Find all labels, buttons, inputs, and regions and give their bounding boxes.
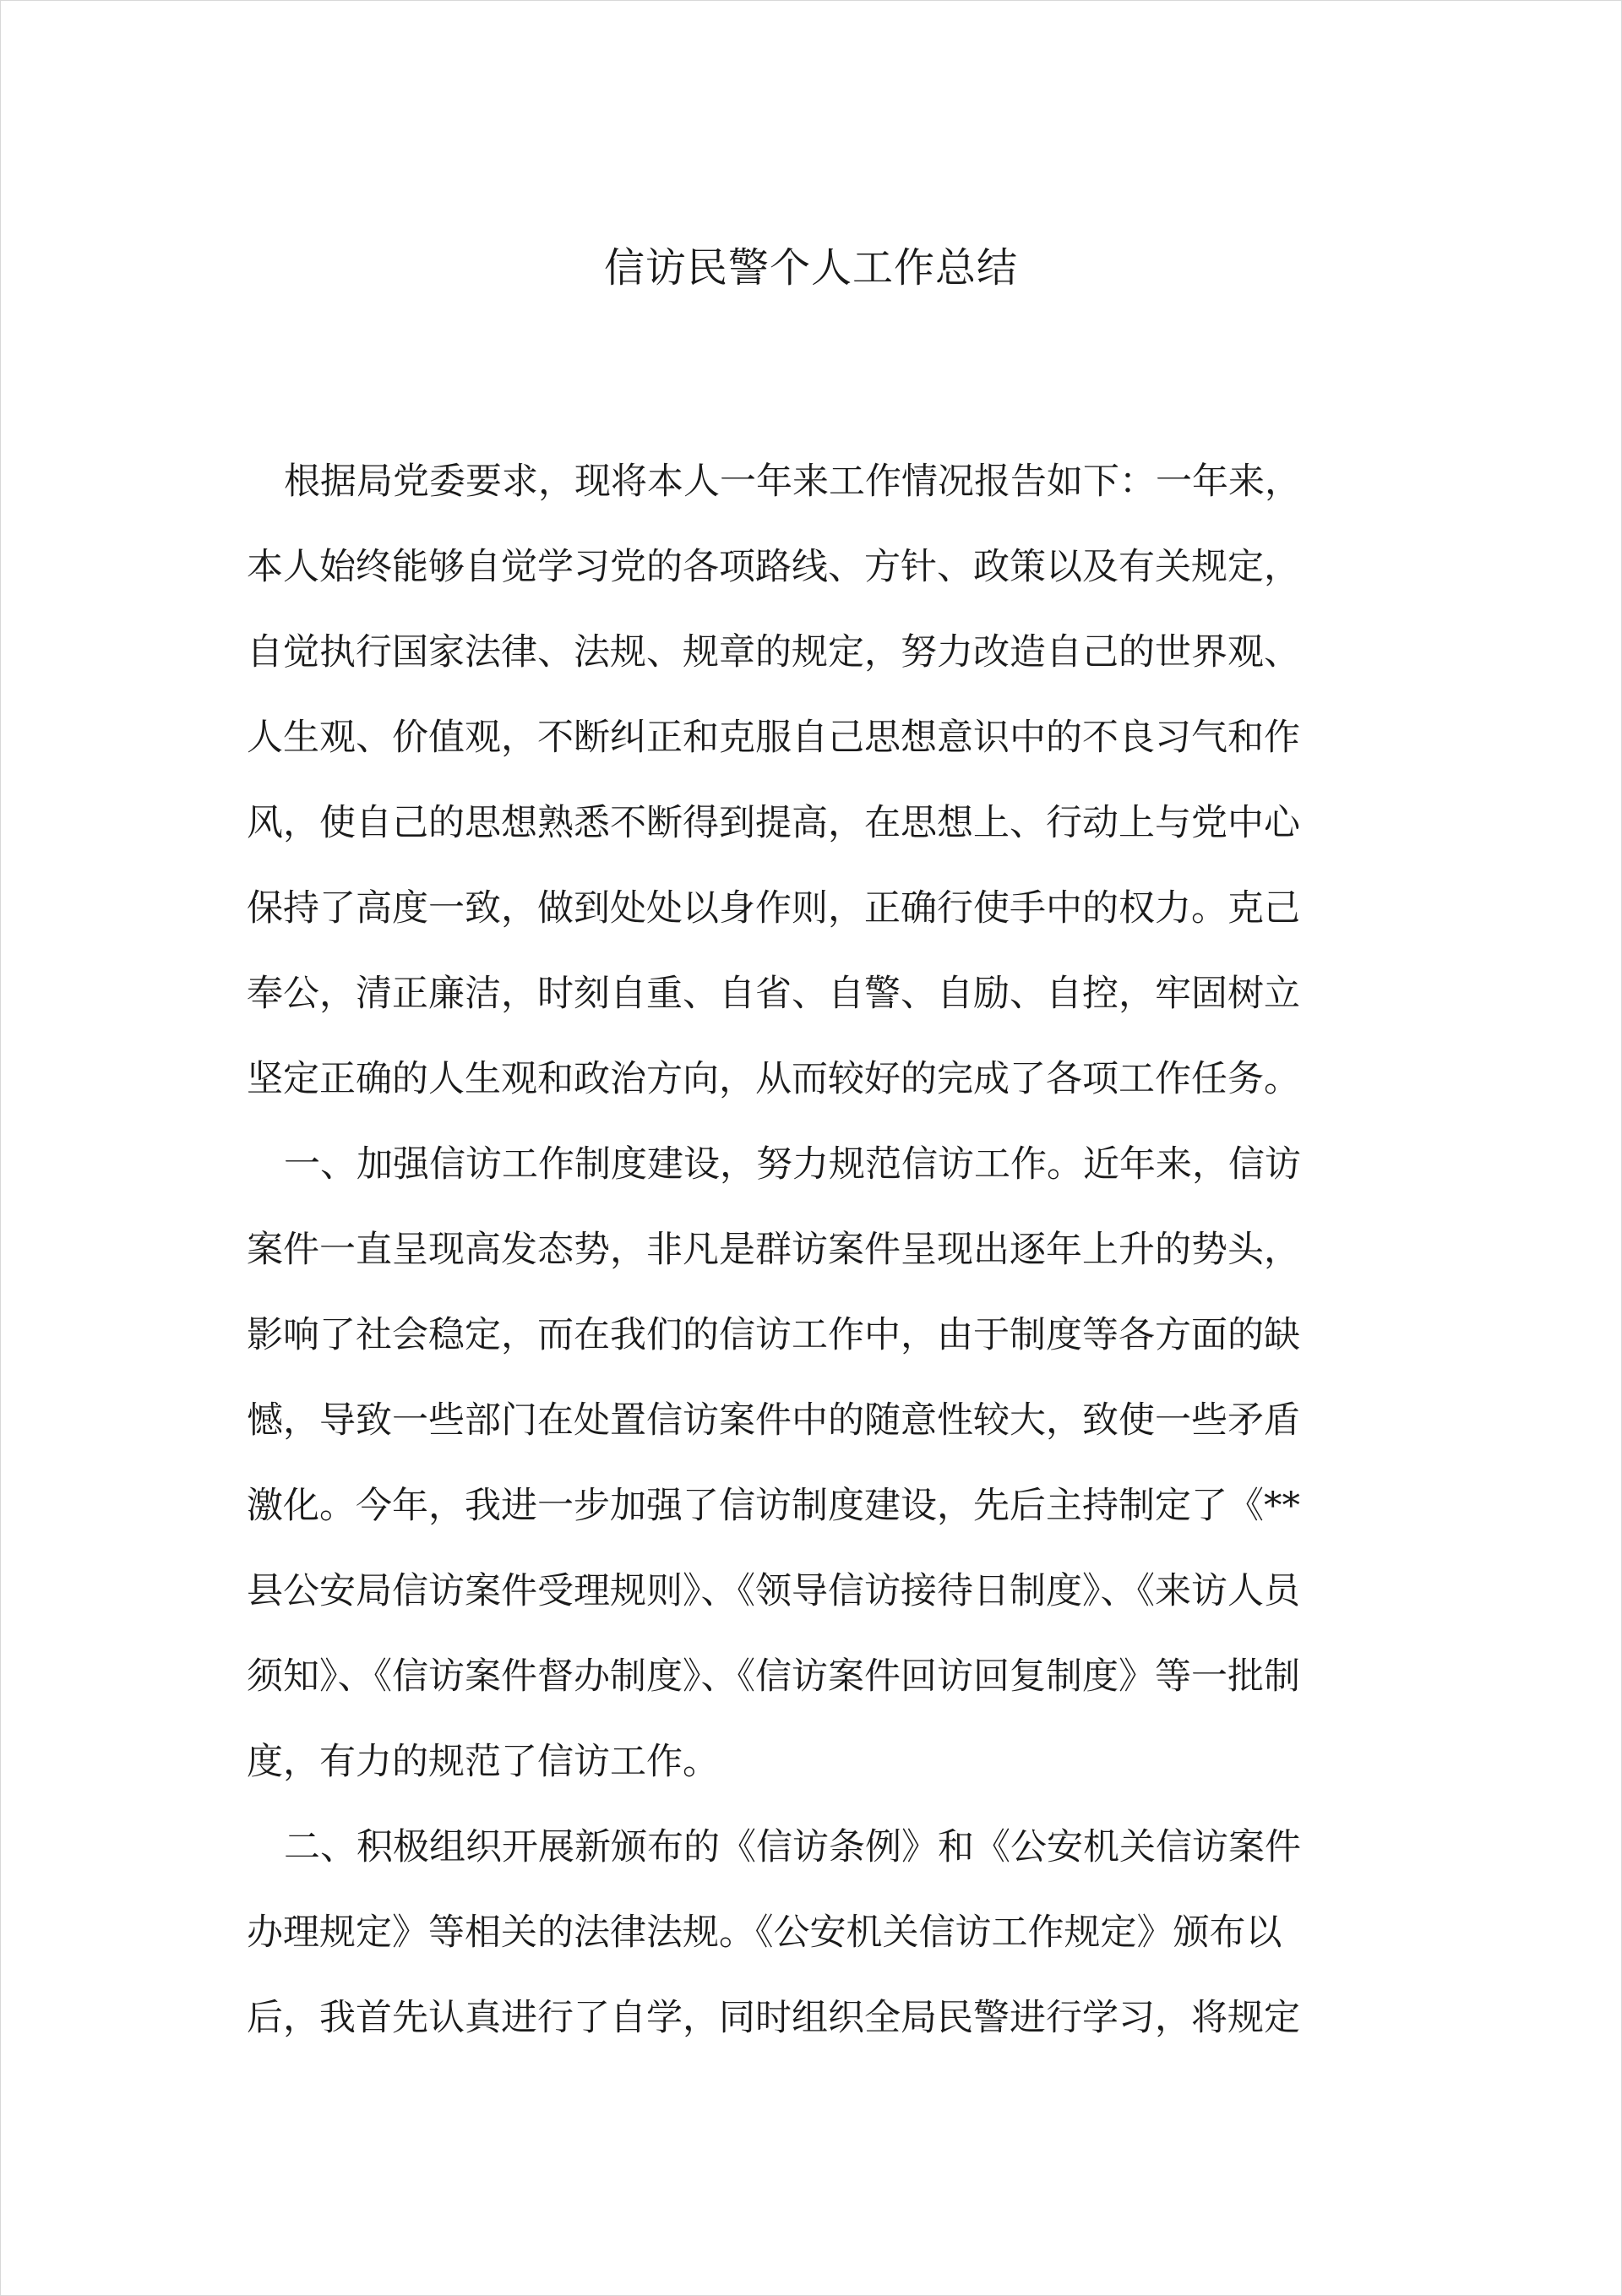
body-line: 憾，导致一些部门在处置信访案件中的随意性较大，致使一些矛盾 (247, 1399, 1300, 1442)
body-line: 保持了高度一致，做到处处以身作则，正确行使手中的权力。克己 (247, 887, 1300, 930)
body-line: 县公安局信访案件受理规则》、《领导信访接待日制度》、《来访人员 (247, 1570, 1300, 1612)
body-line: 奉公，清正廉洁，时刻自重、自省、自警、自励、自控，牢固树立 (247, 973, 1300, 1015)
document-title: 信访民警个人工作总结 (603, 244, 1018, 292)
body-line: 一、加强信访工作制度建设，努力规范信访工作。近年来，信访 (284, 1143, 1301, 1186)
body-line: 后，我首先认真进行了自学，同时组织全局民警进行学习，将规定 (247, 1997, 1300, 2039)
body-line: 度，有力的规范了信访工作。 (247, 1741, 719, 1783)
body-line: 激化。今年，我进一步加强了信访制度建设，先后主持制定了《** (247, 1485, 1300, 1527)
body-line: 风，使自己的思想熟悉不断得到提高，在思想上、行动上与党中心 (247, 802, 1300, 844)
body-line: 根据局党委要求，现将本人一年来工作情况报告如下：一年来， (284, 461, 1301, 503)
body-line: 办理规定》等相关的法律法规。《公安机关信访工作规定》颁布以 (247, 1912, 1282, 1954)
body-line: 人生观、价值观，不断纠正和克服自己思想意识中的不良习气和作 (247, 717, 1300, 759)
body-line: 须知》、《信访案件督办制度》、《信访案件回访回复制度》等一批制 (247, 1655, 1300, 1698)
body-line: 案件一直呈现高发态势，非凡是群访案件呈现出逐年上升的势头， (247, 1229, 1300, 1271)
body-line: 影响了社会稳定，而在我们的信访工作中，由于制度等各方面的缺 (247, 1314, 1300, 1356)
body-line: 二、积极组织开展新颁布的《信访条例》和《公安机关信访案件 (284, 1826, 1301, 1868)
body-line: 自觉执行国家法律、法规、规章的规定，努力改造自己的世界观、 (247, 631, 1300, 674)
body-line: 坚定正确的人生观和政治方向，从而较好的完成了各项工作任务。 (247, 1058, 1300, 1100)
body-line: 本人始终能够自觉学习党的各项路线、方针、政策以及有关规定， (247, 546, 1300, 588)
document-body (247, 439, 1353, 2061)
